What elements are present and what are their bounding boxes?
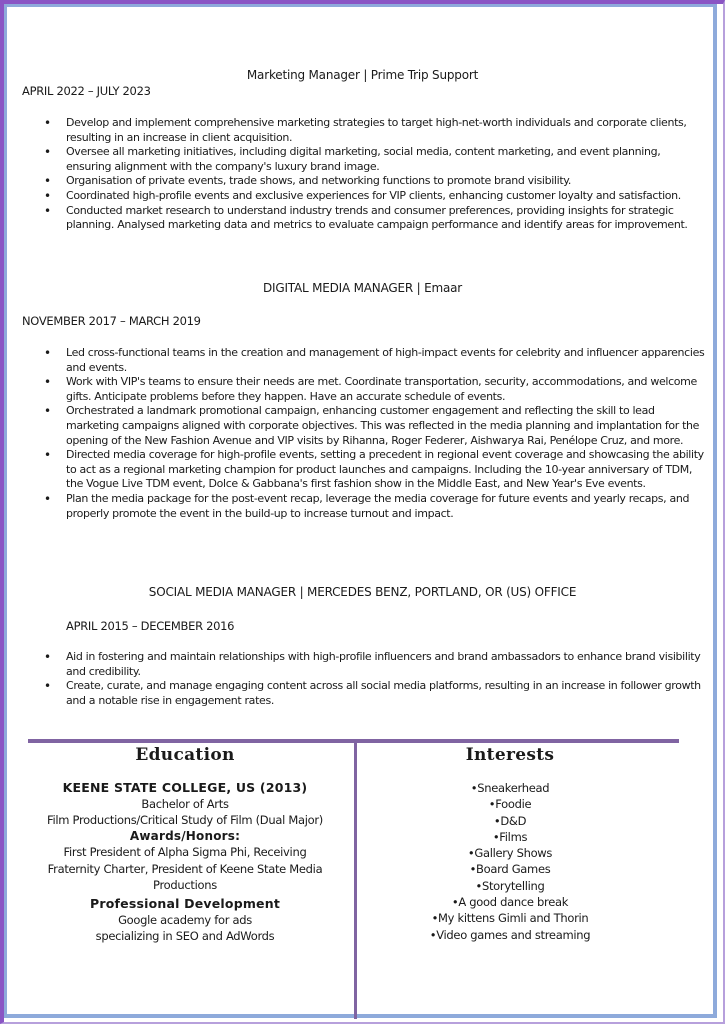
professional-development-line: specializing in SEO and AdWords (95, 929, 275, 944)
education-heading: Education (135, 745, 235, 765)
bullet-item: • Orchestrated a landmark promotional campaign, enhancing customer engagement and reflecting the skill to lead marketing campaigns aligned with corporate objectives. This was reflected in the media planning and implantation for the opening of the New Fashion Avenue and VIP visits by Rihanna, Roger Federer, Aishwarya Rai, Penélope Cruz, and more. (36, 404, 708, 448)
education-section (20, 745, 350, 944)
interest-item: •Foodie (488, 797, 532, 812)
awards-heading: Awards/Honors: (129, 829, 241, 844)
awards-line: First President of Alpha Sigma Phi, Receiving (63, 845, 307, 860)
degree: Bachelor of Arts (141, 797, 229, 811)
bullet-item: • Aid in fostering and maintain relationships with high-profile influencers and brand ambassadors to enhance brand visibility and credibility. (36, 650, 708, 679)
awards-line: Fraternity Charter, President of Keene State Media (47, 861, 323, 876)
job-title-prime-trip: Marketing Manager | Prime Trip Support (246, 68, 479, 82)
interests-heading: Interests (465, 745, 555, 765)
bullet-item: • Plan the media package for the post-event recap, leverage the media coverage for future events and yearly recaps, and properly promote the event in the build-up to increase turnout and impact. (36, 492, 708, 521)
job-title-mercedes: SOCIAL MEDIA MANAGER | MERCEDES BENZ, PORTLAND, OR (US) OFFICE (148, 585, 577, 599)
interest-item: •Gallery Shows (467, 846, 553, 861)
interest-item: •Storytelling (475, 878, 545, 893)
professional-development-line: Google academy for ads (118, 913, 252, 928)
job-dates-mercedes: APRIL 2015 – DECEMBER 2016 (66, 619, 235, 633)
school-name: KEENE STATE COLLEGE, US (2013) (62, 780, 308, 795)
bullet-item: • Create, curate, and manage engaging content across all social media platforms, resulting in an increase in follower growth and a notable rise in engagement rates. (36, 679, 708, 708)
interest-item: •D&D (493, 813, 527, 828)
awards-line: Productions (153, 877, 217, 892)
job-bullets-mercedes (36, 650, 708, 708)
section-divider-vertical (354, 741, 357, 1019)
bullet-item: • Directed media coverage for high-profile events, setting a precedent in regional event coverage and showcasing the ability to act as a regional marketing champion for product launches and campaigns. Including the 10-year anniversary of TDM, the Vogue Live TDM event, Dolce & Gabbana's first fashion show in the Middle East, and New Year's Eve events. (36, 448, 708, 492)
bullet-item: • Led cross-functional teams in the creation and management of high-impact events for celebrity and influencer apparencies and events. (36, 346, 708, 375)
job-bullets-emaar (36, 346, 708, 521)
interest-item: •Board Games (469, 862, 551, 877)
job-bullets-prime-trip (36, 116, 708, 233)
job-dates-emaar: NOVEMBER 2017 – MARCH 2019 (22, 314, 201, 328)
interests-section (360, 745, 660, 943)
interest-item: •My kittens Gimli and Thorin (431, 911, 589, 926)
job-dates-prime-trip: APRIL 2022 – JULY 2023 (22, 84, 151, 98)
job-title-emaar: DIGITAL MEDIA MANAGER | Emaar (262, 281, 462, 295)
interest-item: •A good dance break (451, 895, 569, 910)
bullet-item: • Develop and implement comprehensive marketing strategies to target high-net-worth individuals and corporate clients, resulting in an increase in client acquisition. (36, 116, 708, 145)
bullet-item: • Conducted market research to understand industry trends and consumer preferences, providing insights for strategic planning. Analysed marketing data and metrics to evaluate campaign performance and identify areas for improvement. (36, 204, 708, 233)
interest-item: •Video games and streaming (429, 927, 591, 942)
bullet-item: • Oversee all marketing initiatives, including digital marketing, social media, content marketing, and event planning, ensuring alignment with the company's luxury brand image. (36, 145, 708, 174)
bullet-item: • Organisation of private events, trade shows, and networking functions to promote brand visibility. (36, 174, 708, 189)
major: Film Productions/Critical Study of Film (Dual Major) (47, 813, 323, 828)
bullet-item: • Work with VIP's teams to ensure their needs are met. Coordinate transportation, security, accommodations, and welcome gifts. Anticipate problems before they happen. Have an accurate schedule of events. (36, 375, 708, 404)
professional-development-heading: Professional Development (89, 896, 281, 912)
interest-item: •Sneakerhead (470, 781, 550, 795)
interest-item: •Films (492, 829, 528, 844)
bullet-item: • Coordinated high-profile events and exclusive experiences for VIP clients, enhancing customer loyalty and satisfaction. (36, 189, 708, 204)
